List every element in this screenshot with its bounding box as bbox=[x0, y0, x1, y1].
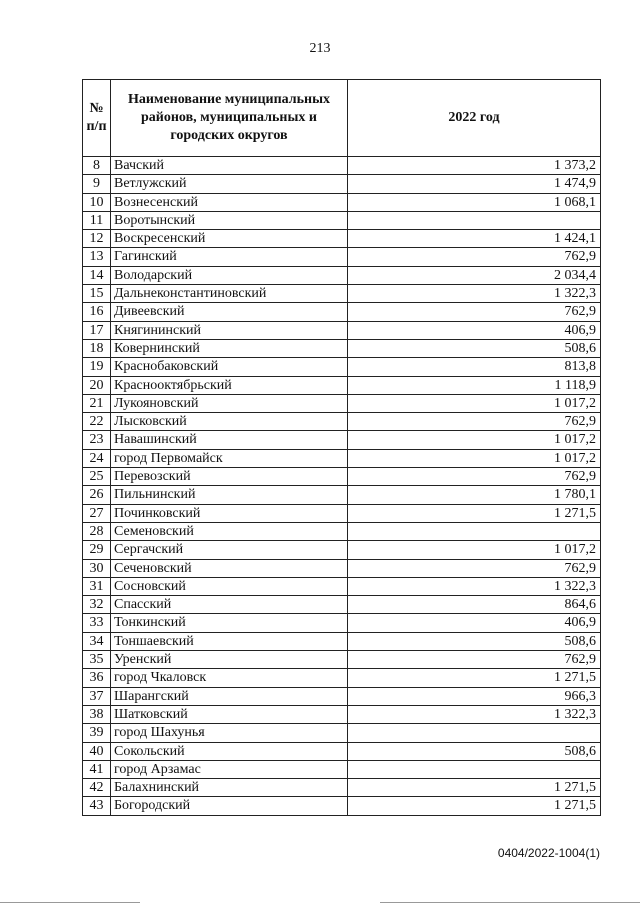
row-name: Воскресенский bbox=[111, 230, 348, 248]
row-value: 508,6 bbox=[348, 339, 601, 357]
row-number: 31 bbox=[83, 577, 111, 595]
row-number: 43 bbox=[83, 797, 111, 815]
row-name: Ковернинский bbox=[111, 339, 348, 357]
row-name: Воротынский bbox=[111, 211, 348, 229]
table-row bbox=[83, 339, 601, 357]
row-name: Балахнинский bbox=[111, 779, 348, 797]
row-name: город Первомайск bbox=[111, 449, 348, 467]
row-value: 1 322,3 bbox=[348, 285, 601, 303]
table-row bbox=[83, 797, 601, 815]
row-name: Сосновский bbox=[111, 577, 348, 595]
row-number: 12 bbox=[83, 230, 111, 248]
row-name: Лысковский bbox=[111, 413, 348, 431]
table-row bbox=[83, 376, 601, 394]
row-name: Богородский bbox=[111, 797, 348, 815]
row-value: 762,9 bbox=[348, 248, 601, 266]
row-number: 27 bbox=[83, 504, 111, 522]
row-number: 18 bbox=[83, 339, 111, 357]
table-row bbox=[83, 577, 601, 595]
table-row bbox=[83, 157, 601, 175]
row-value bbox=[348, 760, 601, 778]
row-name: Лукояновский bbox=[111, 394, 348, 412]
row-name: Спасский bbox=[111, 596, 348, 614]
row-name: Княгининский bbox=[111, 321, 348, 339]
row-number: 30 bbox=[83, 559, 111, 577]
table-row bbox=[83, 559, 601, 577]
row-value: 1 424,1 bbox=[348, 230, 601, 248]
row-value: 1 271,5 bbox=[348, 669, 601, 687]
table-row bbox=[83, 632, 601, 650]
row-value: 406,9 bbox=[348, 614, 601, 632]
row-value: 1 322,3 bbox=[348, 577, 601, 595]
row-name: Гагинский bbox=[111, 248, 348, 266]
row-number: 33 bbox=[83, 614, 111, 632]
row-number: 15 bbox=[83, 285, 111, 303]
row-value: 762,9 bbox=[348, 468, 601, 486]
row-number: 40 bbox=[83, 742, 111, 760]
row-name: Перевозский bbox=[111, 468, 348, 486]
row-name: Сокольский bbox=[111, 742, 348, 760]
scan-edge-line bbox=[0, 902, 140, 903]
row-number: 19 bbox=[83, 358, 111, 376]
row-value: 1 373,2 bbox=[348, 157, 601, 175]
table-row bbox=[83, 742, 601, 760]
row-name: Навашинский bbox=[111, 431, 348, 449]
row-number: 21 bbox=[83, 394, 111, 412]
row-number: 13 bbox=[83, 248, 111, 266]
table-row bbox=[83, 266, 601, 284]
row-number: 11 bbox=[83, 211, 111, 229]
table-row bbox=[83, 248, 601, 266]
row-value: 1 271,5 bbox=[348, 779, 601, 797]
row-name: Шатковский bbox=[111, 705, 348, 723]
row-number: 37 bbox=[83, 687, 111, 705]
row-number: 17 bbox=[83, 321, 111, 339]
table-row bbox=[83, 669, 601, 687]
row-name: город Шахунья bbox=[111, 724, 348, 742]
row-value: 1 271,5 bbox=[348, 797, 601, 815]
table-row bbox=[83, 321, 601, 339]
row-number: 25 bbox=[83, 468, 111, 486]
row-value bbox=[348, 522, 601, 540]
row-number: 32 bbox=[83, 596, 111, 614]
row-number: 9 bbox=[83, 175, 111, 193]
table-row bbox=[83, 285, 601, 303]
row-name: Вознесенский bbox=[111, 193, 348, 211]
row-value: 762,9 bbox=[348, 651, 601, 669]
row-name: Краснооктябрьский bbox=[111, 376, 348, 394]
table-row bbox=[83, 230, 601, 248]
table-row bbox=[83, 687, 601, 705]
row-name: город Чкаловск bbox=[111, 669, 348, 687]
row-name: Краснобаковский bbox=[111, 358, 348, 376]
row-value: 1 017,2 bbox=[348, 541, 601, 559]
row-name: Володарский bbox=[111, 266, 348, 284]
table-row bbox=[83, 651, 601, 669]
row-name: Шарангский bbox=[111, 687, 348, 705]
column-header-name: Наименование муниципальных районов, муниципальных и городских округов bbox=[111, 80, 348, 157]
document-code: 0404/2022-1004(1) bbox=[497, 846, 600, 860]
table-row bbox=[83, 413, 601, 431]
table-row bbox=[83, 431, 601, 449]
row-value bbox=[348, 724, 601, 742]
table-row bbox=[83, 303, 601, 321]
table-row bbox=[83, 724, 601, 742]
row-name: Пильнинский bbox=[111, 486, 348, 504]
table-body bbox=[83, 157, 601, 816]
table-row bbox=[83, 358, 601, 376]
table-row bbox=[83, 193, 601, 211]
page-number: 213 bbox=[309, 41, 331, 56]
row-number: 10 bbox=[83, 193, 111, 211]
table-row bbox=[83, 705, 601, 723]
row-value bbox=[348, 211, 601, 229]
row-value: 1 780,1 bbox=[348, 486, 601, 504]
row-value: 762,9 bbox=[348, 413, 601, 431]
row-number: 41 bbox=[83, 760, 111, 778]
row-name: Сеченовский bbox=[111, 559, 348, 577]
row-name: Тоншаевский bbox=[111, 632, 348, 650]
table-row bbox=[83, 211, 601, 229]
scan-edge-line bbox=[380, 902, 640, 903]
row-number: 16 bbox=[83, 303, 111, 321]
row-value: 508,6 bbox=[348, 632, 601, 650]
row-name: Уренский bbox=[111, 651, 348, 669]
row-value: 864,6 bbox=[348, 596, 601, 614]
column-header-number: № п/п bbox=[83, 80, 111, 157]
row-value: 1 118,9 bbox=[348, 376, 601, 394]
row-value: 1 068,1 bbox=[348, 193, 601, 211]
row-name: Тонкинский bbox=[111, 614, 348, 632]
table-row bbox=[83, 760, 601, 778]
allocation-table bbox=[82, 79, 601, 816]
row-number: 29 bbox=[83, 541, 111, 559]
row-value: 762,9 bbox=[348, 559, 601, 577]
column-header-year: 2022 год bbox=[348, 80, 601, 157]
row-number: 24 bbox=[83, 449, 111, 467]
row-name: Семеновский bbox=[111, 522, 348, 540]
row-number: 23 bbox=[83, 431, 111, 449]
table-row bbox=[83, 779, 601, 797]
table-row bbox=[83, 394, 601, 412]
row-number: 42 bbox=[83, 779, 111, 797]
row-number: 38 bbox=[83, 705, 111, 723]
row-name: Дальнеконстантиновский bbox=[111, 285, 348, 303]
row-value: 2 034,4 bbox=[348, 266, 601, 284]
table-row bbox=[83, 596, 601, 614]
row-value: 1 017,2 bbox=[348, 431, 601, 449]
row-value: 1 271,5 bbox=[348, 504, 601, 522]
table-row bbox=[83, 541, 601, 559]
table-row bbox=[83, 614, 601, 632]
row-value: 1 322,3 bbox=[348, 705, 601, 723]
row-number: 36 bbox=[83, 669, 111, 687]
row-number: 35 bbox=[83, 651, 111, 669]
row-number: 28 bbox=[83, 522, 111, 540]
row-value: 813,8 bbox=[348, 358, 601, 376]
row-number: 8 bbox=[83, 157, 111, 175]
row-name: Починковский bbox=[111, 504, 348, 522]
row-name: Дивеевский bbox=[111, 303, 348, 321]
table-row bbox=[83, 522, 601, 540]
row-name: Ветлужский bbox=[111, 175, 348, 193]
row-value: 1 474,9 bbox=[348, 175, 601, 193]
row-value: 508,6 bbox=[348, 742, 601, 760]
row-value: 762,9 bbox=[348, 303, 601, 321]
table-row bbox=[83, 486, 601, 504]
row-number: 14 bbox=[83, 266, 111, 284]
row-value: 406,9 bbox=[348, 321, 601, 339]
row-name: город Арзамас bbox=[111, 760, 348, 778]
row-value: 1 017,2 bbox=[348, 449, 601, 467]
row-value: 966,3 bbox=[348, 687, 601, 705]
table-header-row bbox=[83, 80, 601, 157]
row-number: 39 bbox=[83, 724, 111, 742]
table-row bbox=[83, 504, 601, 522]
row-value: 1 017,2 bbox=[348, 394, 601, 412]
row-number: 26 bbox=[83, 486, 111, 504]
row-name: Вачский bbox=[111, 157, 348, 175]
table-row bbox=[83, 468, 601, 486]
table-row bbox=[83, 449, 601, 467]
row-number: 22 bbox=[83, 413, 111, 431]
row-number: 34 bbox=[83, 632, 111, 650]
row-number: 20 bbox=[83, 376, 111, 394]
table-row bbox=[83, 175, 601, 193]
row-name: Сергачский bbox=[111, 541, 348, 559]
